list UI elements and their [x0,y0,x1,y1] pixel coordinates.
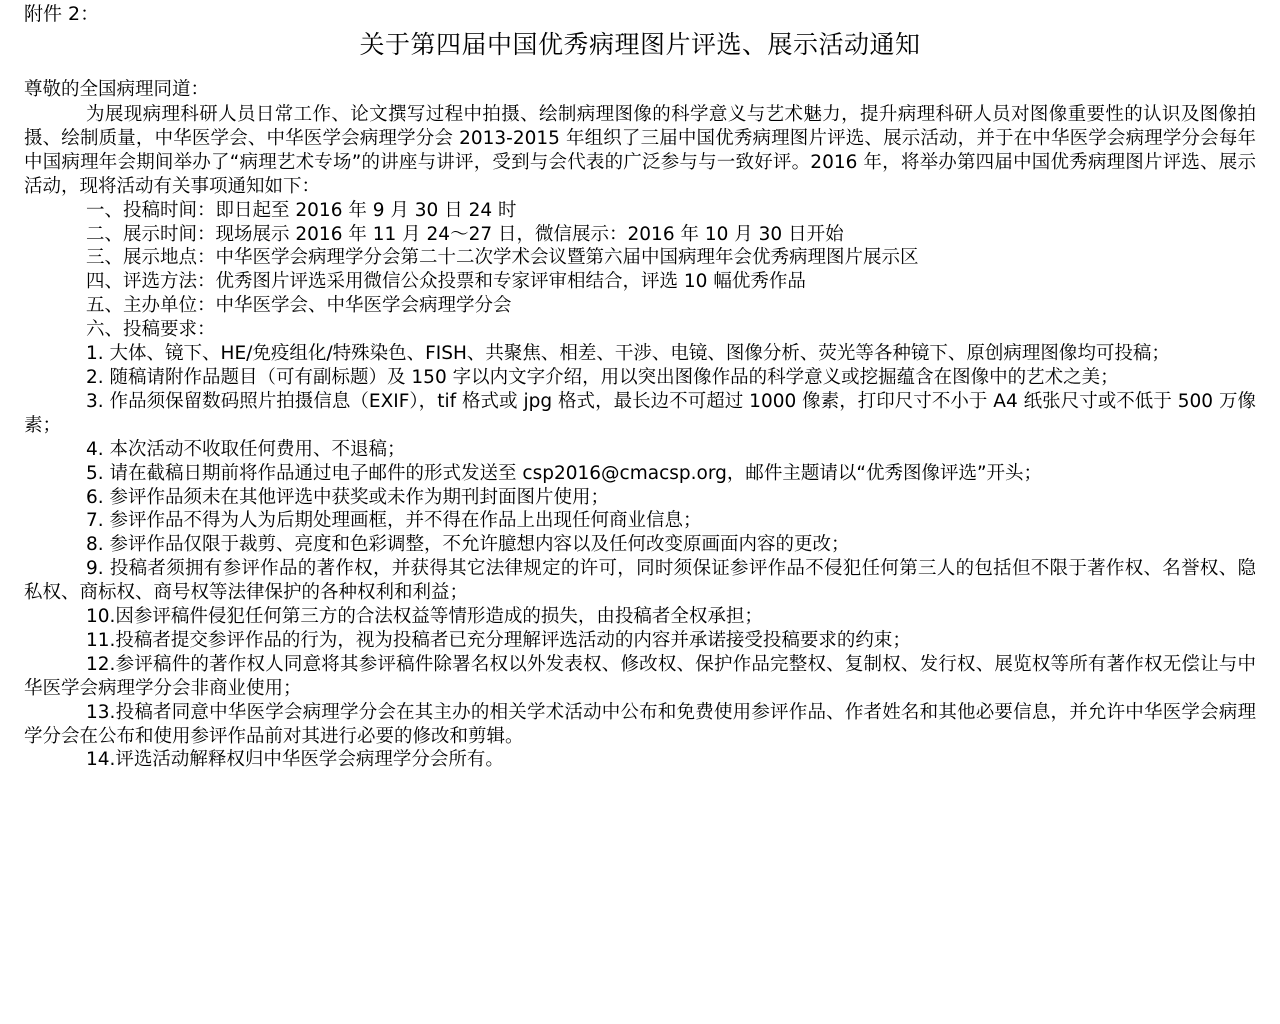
requirement-item: 2. 随稿请附作品题目（可有副标题）及 150 字以内文字介绍，用以突出图像作品的科学意义或挖掘蕴含在图像中的艺术之美； [86,366,1119,388]
intro-paragraph: 为展现病理科研人员日常工作、论文撰写过程中拍摄、绘制病理图像的科学意义与艺术魅力，提升病理科研人员对图像重要性的认识及图像拍摄、绘制质量，中华医学会、中华医学会病理学分会 2013-2015 年组织了三届中国优秀病理图片评选、展示活动，并于在中华医学会病理学分会每年中国病理年会期间举办了“病理艺术专场”的讲座与讲评，受到与会代表的广泛参与与一致好评。2016 年，将举办第四届中国优秀病理图片评选、展示活动，现将活动有关事项通知如下： [24,104,1256,197]
requirement-item: 1. 大体、镜下、HE/免疫组化/特殊染色、FISH、共聚焦、相差、干涉、电镜、图像分析、荧光等各种镜下、原创病理图像均可投稿； [86,343,1170,365]
list-item [24,246,1256,270]
salutation: 尊敬的全国病理同道： [24,79,210,100]
requirement-item: 3. 作品须保留数码照片拍摄信息（EXIF），tif 格式或 jpg 格式，最长边不可超过 1000 像素，打印尺寸不小于 A4 纸张尺寸或不低于 500 万像素； [24,390,1256,436]
item-label: 四、评选方法： [86,271,216,293]
requirement-item: 11.投稿者提交参评作品的行为，视为投稿者已充分理解评选活动的内容并承诺接受投稿要求的约束； [86,629,911,651]
list-item [24,199,1256,223]
requirement-item: 14.评选活动解释权归中华医学会病理学分会所有。 [86,749,504,771]
item-text: 即日起至 2016 年 9 月 30 日 24 时 [215,199,517,221]
requirement-item: 5. 请在截稿日期前将作品通过电子邮件的形式发送至 csp2016@cmacsp.org，邮件主题请以“优秀图像评选”开头； [86,462,1043,484]
item-label: 五、主办单位： [86,295,216,317]
requirement-item: 13.投稿者同意中华医学会病理学分会在其主办的相关学术活动中公布和免费使用参评作品、作者姓名和其他必要信息，并允许中华医学会病理学分会在公布和使用参评作品前对其进行必要的修改和剪辑。 [24,701,1256,747]
requirement-item: 4. 本次活动不收取任何费用、不退稿； [86,438,406,460]
document-title: 关于第四届中国优秀病理图片评选、展示活动通知 [359,30,921,59]
list-item [24,318,1256,342]
document-body [24,103,1256,772]
item-label: 六、投稿要求： [86,319,216,341]
requirement-item: 12.参评稿件的著作权人同意将其参评稿件除署名权以外发表权、修改权、保护作品完整权、复制权、发行权、展览权等所有著作权无偿让与中华医学会病理学分会非商业使用； [24,653,1256,699]
item-label: 一、投稿时间： [86,199,216,221]
attachment-label: 附件 2： [24,3,100,25]
item-text: 优秀图片评选采用微信公众投票和专家评审相结合，评选 10 幅优秀作品 [215,271,806,293]
requirement-item: 7. 参评作品不得为人为后期处理画框，并不得在作品上出现任何商业信息； [86,510,702,532]
item-text: 中华医学会、中华医学会病理学分会 [215,295,512,317]
requirement-item: 10.因参评稿件侵犯任何第三方的合法权益等情形造成的损失，由投稿者全权承担； [86,606,763,628]
item-text [216,318,1256,342]
list-item [24,294,1256,318]
item-label: 二、展示时间： [86,223,216,245]
requirement-item: 6. 参评作品须未在其他评选中获奖或未作为期刊封面图片使用； [86,486,610,508]
list-item [24,223,1256,247]
list-item [24,270,1256,294]
item-text: 现场展示 2016 年 11 月 24～27 日，微信展示：2016 年 10 月 30 日开始 [215,223,844,245]
item-label: 三、展示地点： [86,247,216,269]
item-text: 中华医学会病理学分会第二十二次学术会议暨第六届中国病理年会优秀病理图片展示区 [215,247,919,269]
requirement-item: 8. 参评作品仅限于裁剪、亮度和色彩调整，不允许臆想内容以及任何改变原画面内容的更改； [86,534,850,556]
requirement-item: 9. 投稿者须拥有参评作品的著作权，并获得其它法律规定的许可，同时须保证参评作品不侵犯任何第三人的包括但不限于著作权、名誉权、隐私权、商标权、商号权等法律保护的各种权利和利益； [24,558,1256,604]
